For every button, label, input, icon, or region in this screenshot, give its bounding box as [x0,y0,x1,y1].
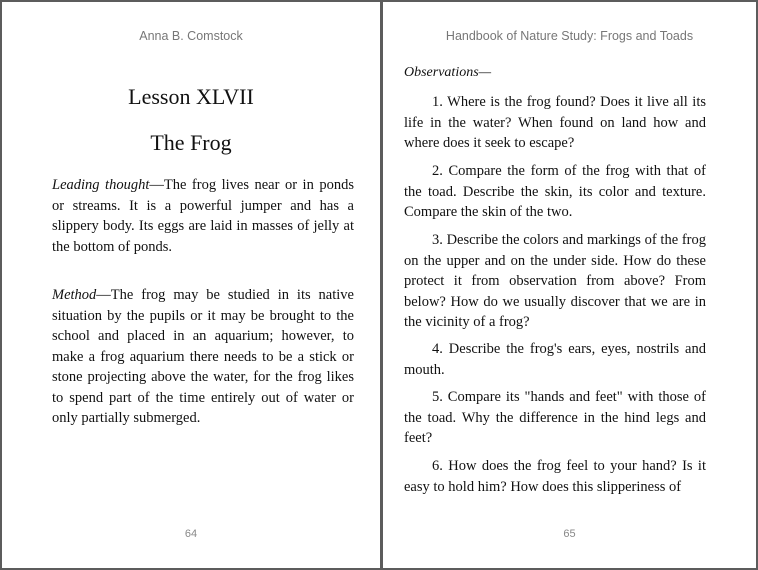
observation-item: 4. Describe the frog's ears, eyes, nostrils and mouth. [404,341,706,378]
page-number-left: 64 [184,528,198,540]
leading-thought-text: —The frog lives near or in ponds or streams. It is a powerful jumper and has a slippery body. Its eggs are laid in masses of jelly at the bottom of ponds. [52,177,354,255]
lesson-title: Lesson XLVII [128,84,254,109]
left-page[interactable] [2,2,380,568]
leading-thought-paragraph [52,175,354,257]
running-head-author: Anna B. Comstock [139,29,243,43]
observation-item: 1. Where is the frog found? Does it live all its life in the water? When found on land how and where does it seek to escape? [404,94,706,151]
leading-thought-label: Leading thought [52,177,150,193]
observation-item: 5. Compare its "hands and feet" with those of the toad. Why the difference in the hind legs and feet? [404,389,706,446]
chapter-title: The Frog [150,130,232,155]
method-paragraph [52,285,354,429]
method-text: —The frog may be studied in its native situation by the pupils or it may be brought to the school and placed in an aquarium; however, to make a frog aquarium there needs to be a stick or stone projecting above the water, for the frog likes to spend part of the time entirely out of water or only partially submerged. [52,287,354,426]
observation-item: 2. Compare the form of the frog with that of the toad. Describe the skin, its color and texture. Compare the skin of the two. [404,163,706,220]
running-head-title: Handbook of Nature Study: Frogs and Toads [445,29,694,43]
observation-item: 6. How does the frog feel to your hand? Is it easy to hold him? How does this slipperiness of [404,458,706,495]
observations-heading: Observations— [404,65,492,80]
right-page[interactable] [383,2,756,568]
observation-item: 3. Describe the colors and markings of the frog on the upper and on the under side. How do these protect it from observation from above? From below? How do we usually discover that we are in the vicinity of a frog? [404,232,706,330]
method-label: Method [52,287,97,303]
page-number-right: 65 [563,528,576,540]
